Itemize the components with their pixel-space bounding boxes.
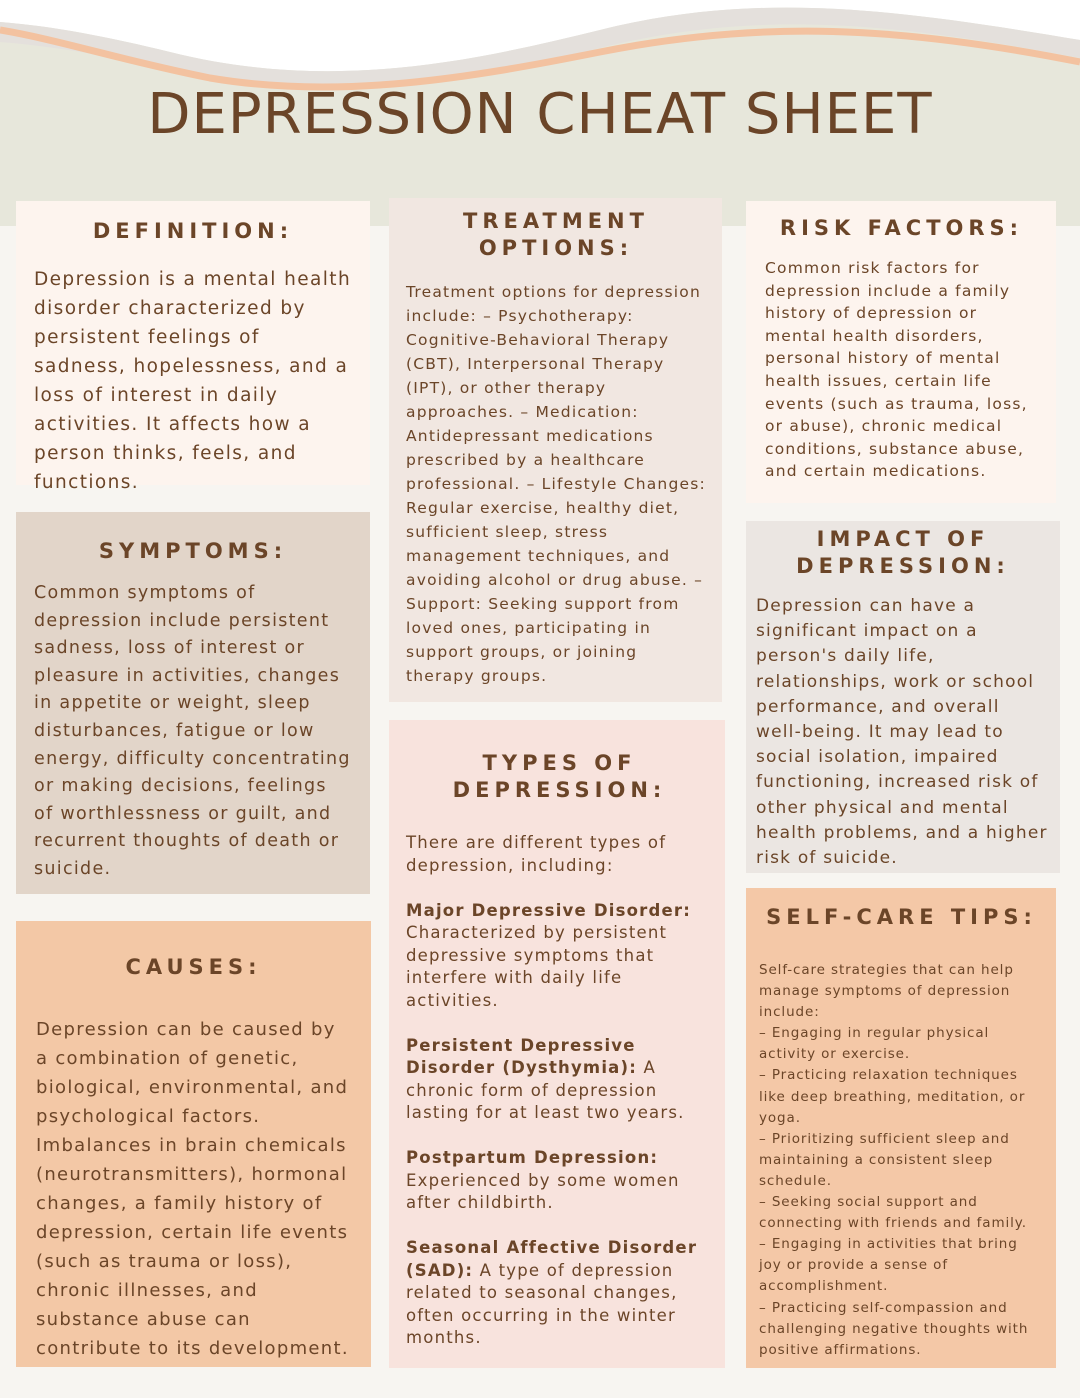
type-entry-major bbox=[406, 900, 713, 1013]
symptoms-text: Common symptoms of depression include persistent sadness, loss of interest or pleasure in activities, changes in appetite or weight, sleep disturbances, fatigue or low energy, difficulty concentrating or making decisions, feelings of worthlessness or guilt, and recurrent thoughts of death or suicide. bbox=[34, 583, 351, 879]
symptoms-card bbox=[16, 512, 370, 894]
treatment-heading-line1: TREATMENT bbox=[463, 209, 649, 233]
self-care-heading: SELF-CARE TIPS: bbox=[766, 905, 1037, 929]
treatment-heading-line2: OPTIONS: bbox=[478, 236, 634, 260]
impact-heading bbox=[756, 526, 1050, 580]
type-desc: Characterized by persistent depressive symptoms that interfere with daily life activities. bbox=[406, 923, 668, 1010]
self-care-text bbox=[759, 960, 1044, 1361]
definition-card bbox=[16, 201, 370, 493]
risk-factors-card bbox=[746, 201, 1056, 503]
treatment-card bbox=[389, 198, 722, 702]
symptoms-heading: SYMPTOMS: bbox=[98, 539, 288, 563]
impact-card bbox=[746, 521, 1060, 873]
definition-text: Depression is a mental health disorder characterized by persistent feelings of sadness, hopelessness, and a loss of interest in daily activities. It affects how a person thinks, feels, and functions. bbox=[34, 269, 352, 493]
treatment-text: Treatment options for depression include: – Psychotherapy: Cognitive-Behavioral Therapy (CBT), Interpersonal Therapy (IPT), or other therapy approaches. – Medication: Antidepressant medications prescribed by a healthcare professional. – Lifestyle Changes: Regular exercise, healthy diet, sufficient sleep, stress management techniques, and avoiding alcohol or drug abuse. – Support: Seeking support from loved ones, participating in support groups, or joining therapy groups. bbox=[406, 283, 706, 685]
self-care-line: – Engaging in regular physical activity or exercise. bbox=[759, 1025, 990, 1063]
self-care-line: Self-care strategies that can help manage symptoms of depression include: bbox=[759, 962, 1014, 1021]
risk-factors-text: Common risk factors for depression include a family history of depression or mental health disorders, personal history of mental health issues, certain life events (such as trauma, loss, or abuse), chronic medical conditions, substance abuse, and certain medications. bbox=[765, 259, 1028, 481]
definition-heading: DEFINITION: bbox=[92, 219, 294, 243]
type-entry-seasonal bbox=[406, 1237, 713, 1350]
type-entry-postpartum bbox=[406, 1147, 713, 1215]
treatment-heading bbox=[406, 208, 706, 262]
causes-heading: CAUSES: bbox=[125, 955, 262, 979]
risk-factors-heading: RISK FACTORS: bbox=[779, 216, 1024, 240]
type-name: Seasonal Affective Disorder (SAD): bbox=[406, 1238, 698, 1280]
self-care-line: – Engaging in activities that bring joy or provide a sense of accomplishment. bbox=[759, 1236, 1018, 1295]
self-care-line: – Prioritizing sufficient sleep and maintaining a consistent sleep schedule. bbox=[759, 1130, 1010, 1189]
type-name: Persistent Depressive Disorder (Dysthymia): bbox=[406, 1035, 638, 1077]
impact-heading-line2: DEPRESSION: bbox=[796, 554, 1010, 578]
type-desc: Experienced by some women after childbirth. bbox=[406, 1170, 680, 1212]
types-heading-line2: DEPRESSION: bbox=[452, 778, 667, 802]
type-entry-persistent bbox=[406, 1035, 713, 1125]
impact-text: Depression can have a significant impact on a person's daily life, relationships, work or school performance, and overall well-being. It may lead to social isolation, impaired functioning, increased risk of other physical and mental health problems, and a higher risk of suicide. bbox=[756, 596, 1048, 869]
impact-heading-line1: IMPACT OF bbox=[816, 527, 990, 551]
self-care-line: – Practicing self-compassion and challenging negative thoughts with positive affirmations. bbox=[759, 1299, 1029, 1358]
self-care-line: – Seeking social support and connecting with friends and family. bbox=[759, 1194, 1027, 1232]
type-desc: A chronic form of depression lasting for at least two years. bbox=[406, 1058, 685, 1122]
causes-text: Depression can be caused by a combination of genetic, biological, environmental, and psychological factors. Imbalances in brain chemicals (neurotransmitters), hormonal changes, a family history of depression, certain life events (such as trauma or loss), chronic illnesses, and substance abuse can contribute to its development. bbox=[36, 1019, 349, 1359]
types-intro: There are different types of depression, including: bbox=[406, 833, 667, 875]
self-care-card bbox=[746, 888, 1056, 1368]
types-card bbox=[389, 720, 725, 1368]
type-name: Postpartum Depression: bbox=[406, 1148, 659, 1167]
type-name: Major Depressive Disorder: bbox=[406, 900, 692, 920]
types-heading bbox=[406, 750, 713, 804]
types-heading-line1: TYPES OF bbox=[482, 751, 637, 775]
page-title: DEPRESSION CHEAT SHEET bbox=[147, 82, 933, 147]
self-care-line: – Practicing relaxation techniques like deep breathing, meditation, or yoga. bbox=[759, 1067, 1026, 1126]
type-desc: A type of depression related to seasonal changes, often occurring in the winter months. bbox=[406, 1260, 678, 1347]
causes-card bbox=[16, 921, 371, 1367]
